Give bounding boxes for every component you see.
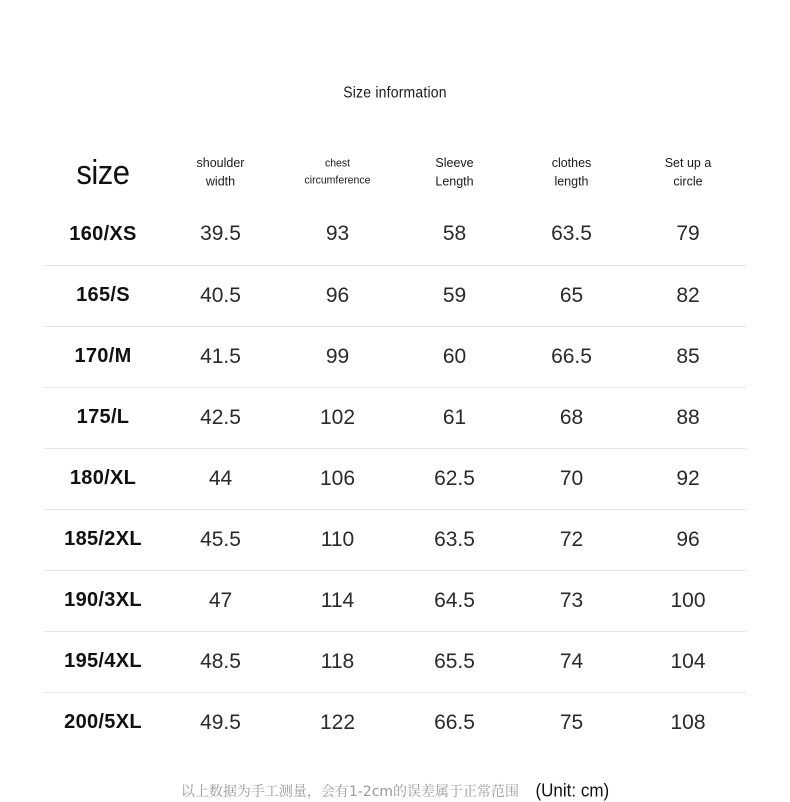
measurement-cell: 110 — [320, 527, 355, 551]
size-cell: 170/M — [74, 345, 132, 367]
measurement-cell: 60 — [442, 344, 467, 368]
measurement-cell: 104 — [670, 649, 706, 673]
measurement-cell: 108 — [670, 710, 706, 734]
measurement-cell: 58 — [442, 222, 467, 246]
measurement-cell: 70 — [559, 466, 584, 490]
size-column-header: size — [76, 153, 130, 192]
footer — [0, 781, 790, 801]
measurement-cell: 41.5 — [200, 344, 241, 368]
measurement-cell: 45.5 — [200, 527, 241, 551]
size-cell: 190/3XL — [64, 589, 142, 611]
column-header-label: clothes length — [551, 155, 592, 189]
measurement-cell: 75 — [559, 710, 584, 734]
measurement-cell: 65.5 — [434, 649, 475, 673]
table-row — [44, 509, 746, 570]
measurement-cell: 63.5 — [434, 527, 475, 551]
table-row — [44, 692, 746, 753]
measurement-cell: 122 — [319, 710, 356, 734]
table-header-row — [44, 140, 746, 204]
measurement-cell: 96 — [676, 527, 700, 551]
size-chart-table — [44, 140, 746, 753]
measurement-cell: 66.5 — [434, 710, 475, 734]
measurement-cell: 79 — [676, 222, 700, 246]
unit-label: (Unit: cm) — [535, 780, 610, 801]
measurement-cell: 99 — [325, 344, 350, 368]
measurement-cell: 48.5 — [200, 649, 241, 673]
column-header — [279, 140, 396, 204]
measurement-cell: 63.5 — [551, 222, 592, 246]
measurement-cell: 88 — [676, 405, 700, 429]
measurement-cell: 65 — [559, 283, 584, 307]
measurement-cell: 49.5 — [200, 710, 241, 734]
measurement-cell: 96 — [325, 283, 350, 307]
measurement-cell: 68 — [559, 405, 584, 429]
measurement-cell: 92 — [676, 466, 700, 490]
table-row — [44, 448, 746, 509]
column-header-label: Sleeve Length — [435, 155, 474, 189]
size-cell: 175/L — [76, 406, 130, 428]
size-cell: 165/S — [76, 284, 130, 306]
measurement-cell: 114 — [320, 588, 355, 612]
measurement-cell: 39.5 — [200, 222, 241, 246]
page-title: Size information — [343, 83, 447, 101]
size-cell: 195/4XL — [64, 650, 142, 672]
measurement-cell: 59 — [442, 283, 467, 307]
measurement-cell: 64.5 — [434, 588, 475, 612]
size-cell: 160/XS — [69, 222, 137, 245]
measurement-cell: 93 — [325, 222, 350, 246]
measurement-cell: 47 — [208, 588, 233, 612]
column-header-label: chest circumference — [304, 157, 371, 187]
measurement-cell: 62.5 — [434, 466, 475, 490]
measurement-cell: 66.5 — [551, 344, 592, 368]
table-row — [44, 265, 746, 326]
table-row — [44, 631, 746, 692]
table-body — [44, 204, 746, 753]
table-row — [44, 204, 746, 265]
measurement-note: 以上数据为手工测量，会有1-2cm的误差属于正常范围 — [180, 784, 520, 800]
size-cell: 180/XL — [69, 467, 137, 489]
measurement-cell: 118 — [320, 649, 355, 673]
measurement-cell: 74 — [559, 649, 584, 673]
measurement-cell: 100 — [670, 588, 706, 612]
measurement-cell: 85 — [676, 344, 700, 368]
column-header — [162, 140, 279, 204]
column-header — [513, 140, 630, 204]
column-header-label: Set up a circle — [664, 155, 712, 189]
table-row — [44, 326, 746, 387]
measurement-cell: 106 — [319, 466, 356, 490]
measurement-cell: 44 — [208, 466, 233, 490]
measurement-cell: 61 — [442, 405, 467, 429]
size-cell: 185/2XL — [64, 528, 142, 550]
column-header — [396, 140, 513, 204]
measurement-cell: 40.5 — [200, 283, 241, 307]
size-cell: 200/5XL — [64, 711, 142, 734]
measurement-cell: 42.5 — [200, 405, 241, 429]
table-row — [44, 570, 746, 631]
measurement-cell: 82 — [676, 283, 700, 307]
column-header-label: shoulder width — [196, 155, 245, 189]
table-row — [44, 387, 746, 448]
measurement-cell: 102 — [319, 405, 356, 429]
column-header — [630, 140, 746, 204]
measurement-cell: 72 — [559, 527, 584, 551]
measurement-cell: 73 — [559, 588, 584, 612]
